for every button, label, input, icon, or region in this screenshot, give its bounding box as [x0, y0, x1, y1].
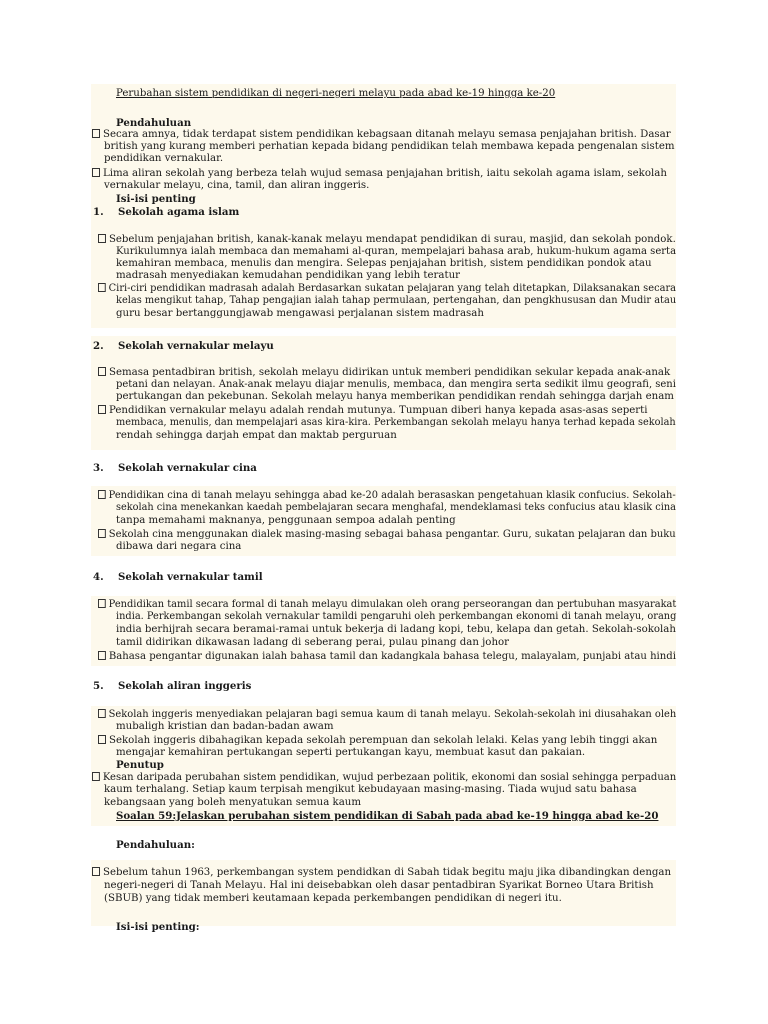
paragraph-line: Sekolah inggeris dibahagikan kepada sekolah perempuan dan sekolah lelaki. Kelas yang lebih tinggi akan [98, 735, 657, 747]
paragraph-line: sekolah cina menekankan kaedah pembelajaran secara menghafal, mendeklamasi teks confucius atau klasik cina [116, 502, 676, 513]
pendahuluan-heading: Pendahuluan: [116, 839, 195, 851]
section-number: 2. [93, 340, 104, 352]
paragraph-line: membaca, menulis, dan mempelajari asas kira-kira. Perkembangan sekolah melayu hanya terhad kepada sekolah [116, 417, 676, 428]
section-title: Sekolah vernakular tamil [118, 571, 263, 583]
paragraph-line: pertukangan dan pekebunan. Sekolah melayu hanya memberikan pendidikan rendah sehingga darjah enam [116, 391, 674, 402]
isi-heading: Isi-isi penting: [116, 921, 200, 933]
paragraph-line: Sebelum tahun 1963, perkembangan system pendidkan di Sabah tidak begitu maju jika dibandingkan dengan [92, 867, 671, 879]
bullet-icon [98, 735, 106, 744]
paragraph-line: madrasah menyediakan kemudahan pendidikan yang lebih teratur [116, 270, 461, 281]
paragraph-line: rendah sehingga darjah empat dan maktab perguruan [116, 430, 397, 441]
bullet-icon [98, 283, 106, 292]
paragraph-line: kaum terhalang. Setiap kaum terpisah mengikut kebudayaan masing-masing. Tiada wujud satu bahasa [104, 784, 637, 795]
paragraph-line: Lima aliran sekolah yang berbeza telah wujud semasa penjajahan british, iaitu sekolah agama islam, sekolah [92, 168, 667, 180]
paragraph-line: british yang kurang memberi perhatian kepada bidang pendidikan telah membawa kepada pengenalan sistem [104, 141, 675, 152]
paragraph-line: (SBUB) yang tidak memberi keutamaan kepada perkembangen pendidikan di negeri itu. [104, 893, 562, 904]
penutup-heading: Penutup [116, 759, 164, 771]
paragraph-line: india. Perkembangan sekolah vernakular tamildi pengaruhi oleh perkembangan ekonomi di tanah melayu, orang [116, 611, 677, 622]
bullet-icon [98, 490, 106, 499]
paragraph-line: vernakular melayu, cina, tamil, dan aliran inggeris. [104, 180, 370, 191]
paragraph-line: india berhijrah secara beramai-ramai untuk bekerja di ladang kopi, tebu, kelapa dan getah. Sekolah-sokolah [116, 624, 676, 635]
section-number: 5. [93, 680, 104, 692]
paragraph-line: Bahasa pengantar digunakan ialah bahasa tamil dan kadangkala bahasa telegu, malayalam, punjabi atau hindi [98, 651, 676, 663]
paragraph-line: Sekolah inggeris menyediakan pelajaran bagi semua kaum di tanah melayu. Sekolah-sekolah ini diusahakan oleh [98, 709, 676, 721]
isi-heading: Isi-isi penting [116, 193, 196, 205]
question-heading: Soalan 59:Jelaskan perubahan sistem pendidikan di Sabah pada abad ke-19 hingga abad ke-20 [116, 810, 659, 822]
paragraph-line: pendidikan vernakular. [104, 153, 224, 164]
section-number: 4. [93, 571, 104, 583]
paragraph-line: tanpa memahami maknanya, penggunaan sempoa adalah penting [116, 515, 456, 526]
bullet-icon [98, 709, 106, 718]
bullet-icon [98, 405, 106, 414]
paragraph-line: tamil didirikan dikawasan ladang di seberang perai, pulau pinang dan johor [116, 637, 510, 648]
section-title: Sekolah aliran inggeris [118, 680, 252, 692]
bullet-icon [98, 234, 106, 243]
paragraph-line: Kurikulumnya ialah membaca dan memahami al-quran, mempelajari bahasa arab, hukum-hukum agama serta [116, 246, 677, 257]
paragraph-line: mengajar kemahiran pertukangan seperti pertukangan kayu, membuat kasut dan pakaian. [116, 747, 586, 758]
paragraph-line: guru besar bertanggungjawab mengawasi perjalanan sistem madrasah [116, 308, 484, 319]
section-title: Sekolah vernakular cina [118, 462, 257, 474]
paragraph-line: kelas mengikut tahap, Tahap pengajian ialah tahap permulaan, pertengahan, dan pengkhususan dan Mudir atau [116, 295, 677, 306]
paragraph-line: dibawa dari negara cina [116, 541, 242, 552]
paragraph-line: Secara amnya, tidak terdapat sistem pendidikan kebagsaan ditanah melayu semasa penjajahan british. Dasar [92, 129, 671, 141]
paragraph-line: Pendidikan tamil secara formal di tanah melayu dimulakan oleh orang perseorangan dan pertubuhan masyarakat [98, 599, 676, 611]
pendahuluan-heading: Pendahuluan [116, 117, 192, 129]
paragraph-line: petani dan nelayan. Anak-anak melayu diajar menulis, membaca, dan mengira serta sedikit ilmu geografi, seni [116, 379, 676, 390]
section-title: Sekolah vernakular melayu [118, 340, 274, 352]
bullet-icon [92, 867, 100, 876]
section-number: 3. [93, 462, 104, 474]
document-title: Perubahan sistem pendidikan di negeri-negeri melayu pada abad ke-19 hingga ke-20 [116, 88, 556, 99]
section-title: Sekolah agama islam [118, 206, 240, 218]
paragraph-line: Pendidikan vernakular melayu adalah rendah mutunya. Tumpuan diberi hanya kepada asas-asas seperti [98, 405, 648, 417]
paragraph-line: kemahiran membaca, menulis dan mengira. Selepas penjajahan british, sistem pendidikan pondok atau [116, 258, 652, 269]
paragraph-line: Semasa pentadbiran british, sekolah melayu didirikan untuk memberi pendidikan sekular kepada anak-anak [98, 367, 670, 379]
bullet-icon [92, 772, 100, 781]
paragraph-line: Kesan daripada perubahan sistem pendidikan, wujud perbezaan politik, ekonomi dan sosial sehingga perpaduan [92, 772, 676, 784]
section-number: 1. [93, 206, 104, 218]
bullet-icon [92, 129, 100, 138]
bullet-icon [98, 599, 106, 608]
paragraph-line: Pendidikan cina di tanah melayu sehingga abad ke-20 adalah berasaskan pengetahuan klasik confucius. Sekolah- [98, 490, 676, 502]
paragraph-line: negeri-negeri di Tanah Melayu. Hal ini deisebabkan oleh dasar pentadbiran Syarikat Borneo Utara British [104, 880, 654, 891]
paragraph-line: mubaligh kristian dan badan-badan awam [116, 721, 334, 732]
bullet-icon [98, 529, 106, 538]
paragraph-line: Sekolah cina menggunakan dialek masing-masing sebagai bahasa pengantar. Guru, sukatan pelajaran dan buku [98, 529, 676, 541]
paragraph-line: kebangsaan yang boleh menyatukan semua kaum [104, 797, 361, 808]
bullet-icon [92, 168, 100, 177]
bullet-icon [98, 367, 106, 376]
bullet-icon [98, 651, 106, 660]
paragraph-line: Ciri-ciri pendidikan madrasah adalah Berdasarkan sukatan pelajaran yang telah ditetapkan, Dilaksanakan secara [98, 283, 676, 295]
paragraph-line: Sebelum penjajahan british, kanak-kanak melayu mendapat pendidikan di surau, masjid, dan sekolah pondok. [98, 234, 676, 246]
